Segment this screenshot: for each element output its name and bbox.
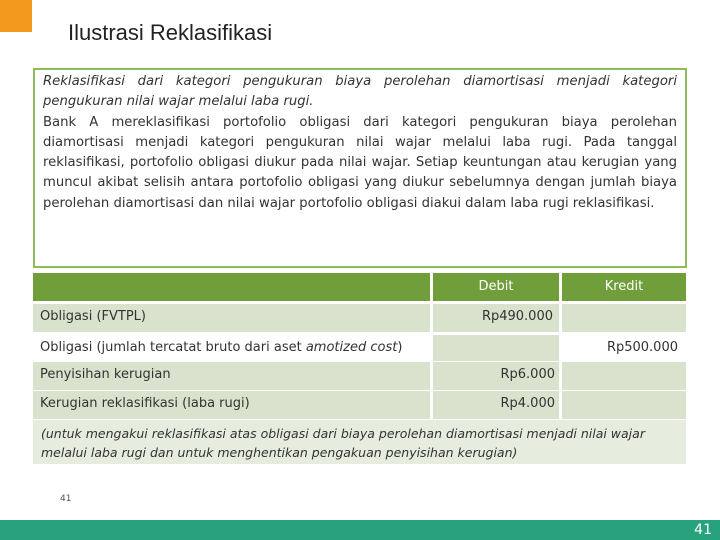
account-cell: Kerugian reklasifikasi (laba rugi)	[33, 391, 430, 419]
account-italic-text: amotized cost	[305, 340, 398, 355]
header-credit: Kredit	[562, 273, 686, 301]
corner-accent	[0, 0, 32, 32]
account-text: Obligasi (jumlah tercatat bruto dari aset	[40, 340, 306, 355]
table-row	[33, 391, 686, 419]
account-cell: Penyisihan kerugian	[33, 362, 430, 390]
description-box	[33, 68, 687, 268]
description-body: Bank A mereklasifikasi portofolio obligasi dari kategori pengukuran biaya perolehan diamortisasi menjadi kategori pengukuran nilai wajar melalui laba rugi. Pada tanggal reklasifikasi, portofolio obligasi diukur pada nilai wajar. Setiap keuntungan atau kerugian yang muncul akibat selisih antara portofolio obligasi yang diukur sebelumnya dengan jumlah biaya perolehan diamortisasi dan nilai wajar portofolio obligasi diakui dalam laba rugi reklasifikasi.	[43, 114, 677, 211]
page-number-small: 41	[60, 494, 72, 504]
credit-cell: Rp500.000	[606, 340, 678, 355]
credit-cell	[562, 304, 686, 332]
slide-title: Ilustrasi Reklasifikasi	[68, 20, 273, 45]
journal-note: (untuk mengakui reklasifikasi atas obligasi dari biaya perolehan diamortisasi menjadi nilai wajar melalui laba rugi dan untuk menghentikan pengakuan penyisihan kerugian)	[33, 420, 686, 464]
debit-cell: Rp4.000	[433, 391, 559, 419]
footer-page-number: 41	[694, 522, 712, 538]
account-cell	[33, 335, 433, 361]
table-header-row	[33, 273, 686, 301]
account-end-text: )	[397, 340, 403, 355]
debit-cell	[433, 335, 559, 361]
header-account-cell	[33, 273, 430, 301]
description-heading: Reklasifikasi dari kategori pengukuran biaya perolehan diamortisasi menjadi kategori pengukuran nilai wajar melalui laba rugi.	[43, 74, 677, 110]
credit-cell	[562, 391, 686, 419]
header-debit: Debit	[433, 273, 559, 301]
account-cell: Obligasi (FVTPL)	[33, 304, 430, 332]
credit-cell	[562, 362, 686, 390]
debit-cell: Rp6.000	[433, 362, 559, 390]
table-row	[33, 304, 686, 332]
footer-bar	[0, 520, 720, 540]
table-row	[33, 335, 686, 361]
debit-cell: Rp490.000	[433, 304, 559, 332]
table-row	[33, 362, 686, 390]
